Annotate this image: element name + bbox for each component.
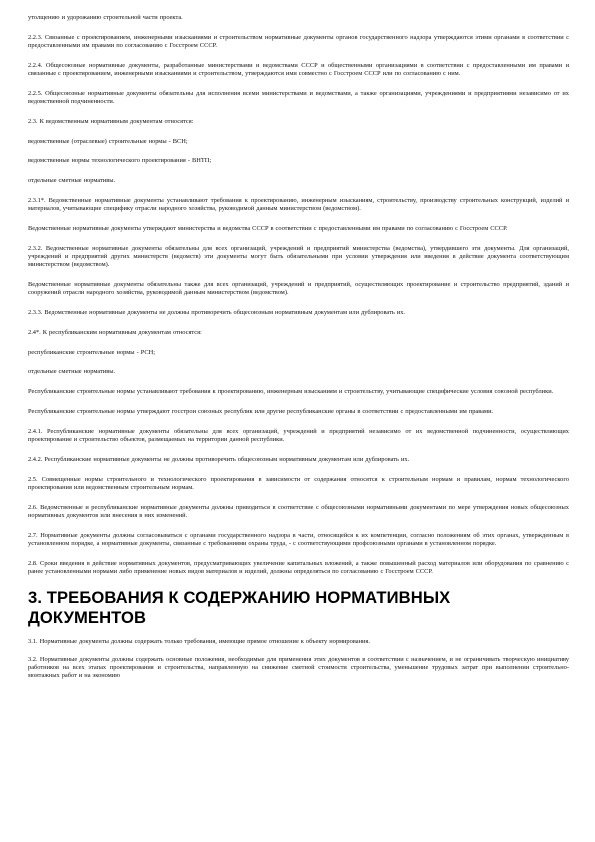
paragraph: 2.3.2. Ведомственные нормативные документы обязательны для всех организаций, учреждений и предприятий министерства (ведомства), утвердившего эти документы. Для организаций, учреждений и предприятий других министерств (ведомств) эти документы могут быть обязательными при условии утверждения или введения в действие документа соответствующим министерством (ведомством). — [28, 244, 569, 269]
paragraph: 3.2. Нормативные документы должны содержать основные положения, необходимые для применения этих документов в соответствии с назначением, и не ограничивать творческую инициативу работников на всех этапах проектирования и строительства, направленную на снижение сметной стоимости строительства, уменьшение трудовых затрат при выполнении строительно-монтажных работ и на экономию — [28, 655, 569, 680]
paragraph: 2.3. К ведомственным нормативным документам относятся: — [28, 117, 194, 125]
paragraphs-top — [28, 14, 569, 576]
paragraph: Республиканские строительные нормы утверждают госстрои союзных республик или другие республиканские органы в соответствии с предоставленными им правами. — [28, 407, 494, 415]
paragraph: 2.5. Совмещенные нормы строительного и технологического проектирования в зависимости от содержания относятся к строительным нормам и правилам, нормам технологического проектирования или ведомственным строительным нормам. — [28, 475, 569, 491]
section-heading: 3. ТРЕБОВАНИЯ К СОДЕРЖАНИЮ НОРМАТИВНЫХ ДОКУМЕНТОВ — [28, 587, 451, 627]
paragraph: 2.2.5. Общесоюзные нормативные документы обязательны для исполнения всеми министерствами и ведомствами, а также организациями, учреждениями и предприятиями независимо от их ведомственной подчиненности. — [28, 89, 569, 105]
paragraph: утолщению и удорожанию строительной части проекта. — [28, 14, 183, 21]
paragraph: 2.7. Нормативные документы должны согласовываться с органами государственного надзора в части, относящейся к их компетенции, согласно положениям об этих органах, утвержденным в установленном порядке, а нормативные документы, связанные с требованиями охраны труда, - с соответствующими профсоюзными органами в установленном порядке. — [28, 531, 569, 547]
paragraph: 2.8. Сроки введения в действие нормативных документов, предусматривающих увеличение капитальных вложений, а также повышенный расход материалов или оборудования по сравнению с ранее установленными нормами либо применение новых видов материалов и изделий, должны определяться по согласованию с Госстроем СССР. — [28, 559, 569, 575]
paragraph: Ведомственные нормативные документы утверждают министерства и ведомства СССР в соответствии с предоставленными им правами по согласованию с Госстроем СССР. — [28, 224, 508, 232]
paragraphs-bottom — [28, 638, 569, 681]
paragraph: 3.1. Нормативные документы должны содержать только требования, имеющие прямое отношение к объекту нормирования. — [28, 637, 370, 645]
paragraph: 2.2.4. Общесоюзные нормативные документы, разработанные министерствами и ведомствами СССР и общественными организациями в соответствии с предоставленными им правами и связанные с проектированием, инженерными изысканиями и строительством, утверждаются ими совместно с Госстроем СССР или по согласованию с ним. — [28, 61, 569, 77]
paragraph: 2.4*. К республиканским нормативным документам относятся: — [28, 328, 202, 336]
paragraph: отдельные сметные нормативы. — [28, 177, 116, 185]
paragraph: 2.3.3. Ведомственные нормативные документы не должны противоречить общесоюзным нормативным документам или дублировать их. — [28, 308, 405, 316]
paragraph: ведомственные нормы технологического проектирования - ВНТП; — [28, 157, 212, 165]
paragraph: 2.3.1*. Ведомственные нормативные документы устанавливают требования к проектированию, инженерным изысканиям, строительству, производству строительных конструкций, изделий и материалов, учитывающие специфику отрасли народного хозяйства, руководимой данным министерством (ведомством). — [28, 196, 569, 213]
paragraph: 2.2.3. Связанные с проектированием, инженерными изысканиями и строительством нормативные документы органов государственного надзора утверждаются этими органами в соответствии с предоставленными им правами по согласованию с Госстроем СССР. — [28, 33, 569, 49]
paragraph: ведомственные (отраслевые) строительные нормы - ВСН; — [28, 137, 188, 145]
paragraph: Республиканские строительные нормы устанавливают требования к проектированию, инженерным изысканиям и строительству, учитывающие специфические условия союзной республики. — [28, 388, 554, 396]
paragraph: Ведомственные нормативные документы обязательны также для всех организаций, учреждений и предприятий, осуществляющих проектирование и строительство предприятий, зданий и сооружений отрасли народного хозяйства, руководимой данным министерством (ведомством). — [28, 280, 569, 297]
paragraph: республиканские строительные нормы - РСН; — [28, 348, 155, 356]
paragraph: отдельные сметные нормативы. — [28, 368, 116, 376]
paragraph: 2.6. Ведомственные и республиканские нормативные документы должны приводиться в соответствие с общесоюзными нормативными документами по мере утверждения новых общесоюзных нормативных документов или внесения в них изменений. — [28, 503, 569, 519]
paragraph: 2.4.1. Республиканские нормативные документы обязательны для всех организаций, учреждений и предприятий независимо от их ведомственной подчиненности, осуществляющих проектирование и строительство объектов, размещаемых на территории данной республики. — [28, 427, 569, 443]
paragraph: 2.4.2. Республиканские нормативные документы не должны противоречить общесоюзным нормативным документам или дублировать их. — [28, 455, 410, 463]
